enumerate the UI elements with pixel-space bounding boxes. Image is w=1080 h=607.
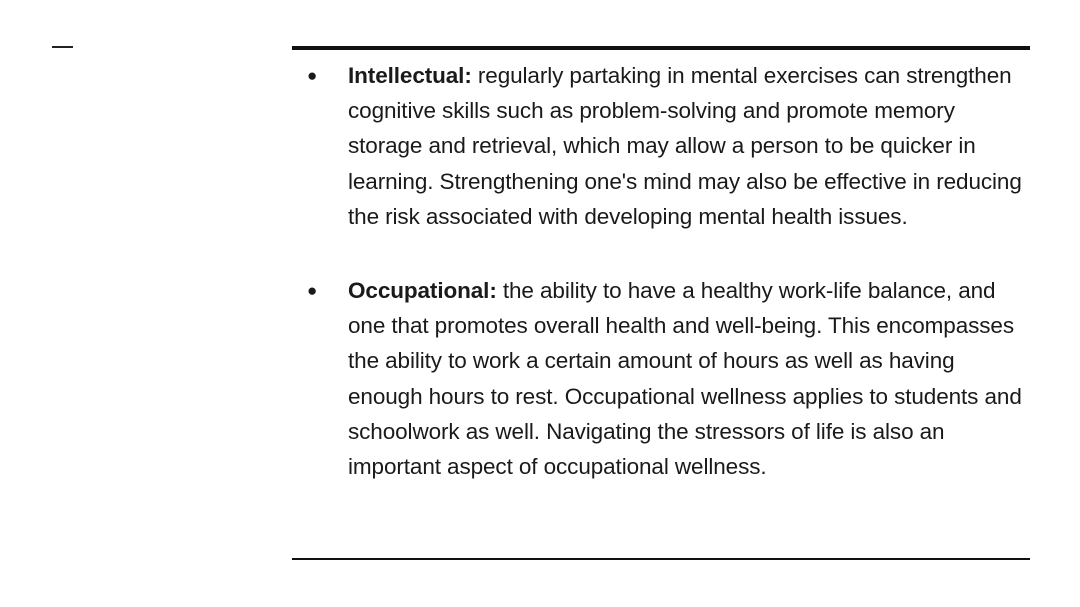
list-item-term: Occupational: [348,278,497,304]
top-rule [292,46,1030,50]
bullet-icon: ● [307,281,318,301]
list-item-intellectual [305,58,1035,234]
dash-mark [52,46,73,48]
list-item-text: regularly partaking in mental exercises can strengthen cognitive skills such as problem-solving and promote memory storage and retrieval, which may allow a person to be quicker in learning. Strengthening one's mind may also be effective in reducing the risk associated with developing mental health issues. [348,63,1022,229]
list-item-term: Intellectual: [348,63,472,88]
list-item-text: the ability to have a healthy work-life balance, and one that promotes overall health and well-being. This encompasses the ability to work a certain amount of hours as well as having enough hours to rest. Occupational wellness applies to students and schoolwork as well. Navigating the stressors of life is also an important aspect of occupational wellness. [348,278,1022,480]
bottom-rule [292,558,1030,560]
list-item-occupational [305,273,1035,484]
wellness-list [305,58,1035,484]
bullet-icon: ● [307,66,318,85]
